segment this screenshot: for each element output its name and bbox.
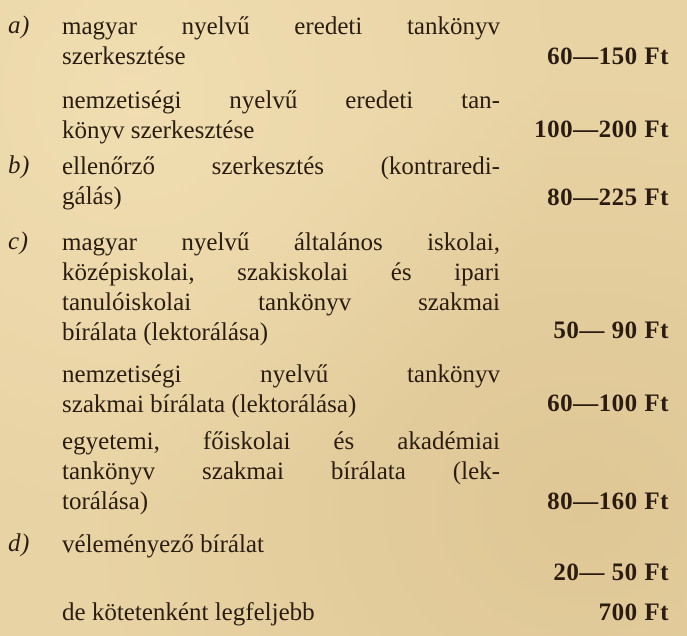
entry-line: nemzetiségi nyelvű tankönyv <box>62 361 500 388</box>
entry-line: magyar nyelvű általános iskolai, <box>62 229 500 256</box>
fee-range: 60—100 Ft <box>547 390 669 417</box>
item-marker-b: b) <box>8 152 30 179</box>
entry-line: tanulóiskolai tankönyv szakmai <box>62 289 500 316</box>
item-marker-d: d) <box>8 530 30 557</box>
entry-line: középiskolai, szakiskolai és ipari <box>62 259 500 286</box>
entry-text <box>62 530 500 560</box>
entry-line: gálás) <box>62 183 122 210</box>
entry-text <box>62 228 500 348</box>
fee-range: 60—150 Ft <box>547 43 669 70</box>
entry-line: bírálata (lektorálása) <box>62 319 269 346</box>
entry-line: de kötetenként legfeljebb <box>62 599 315 626</box>
item-marker-c: c) <box>8 228 29 255</box>
fee-range: 20— 50 Ft <box>553 559 669 586</box>
item-marker-a: a) <box>8 12 30 39</box>
entry-text <box>62 598 500 628</box>
entry-line: szerkesztése <box>62 43 186 70</box>
entry-line: könyv szerkesztése <box>62 117 255 144</box>
fee-range: 50— 90 Ft <box>553 317 669 344</box>
entry-line: nemzetiségi nyelvű eredeti tan- <box>62 87 500 114</box>
fee-range: 80—225 Ft <box>547 184 669 211</box>
entry-line: véleményező bírálat <box>62 531 264 558</box>
entry-text <box>62 427 500 517</box>
fee-range: 80—160 Ft <box>547 488 669 515</box>
entry-line: szakmai bírálata (lektorálása) <box>62 391 357 418</box>
entry-text <box>62 12 500 72</box>
entry-line: torálása) <box>62 488 149 515</box>
entry-line: ellenőrző szerkesztés (kontraredi- <box>62 153 500 180</box>
entry-line: tankönyv szakmai bírálata (lek- <box>62 458 500 485</box>
entry-text <box>62 360 500 420</box>
entry-line: egyetemi, főiskolai és akadémiai <box>62 428 500 455</box>
fee-max: 700 Ft <box>598 599 669 626</box>
entry-text <box>62 152 500 212</box>
entry-line: magyar nyelvű eredeti tankönyv <box>62 13 500 40</box>
entry-text <box>62 86 500 146</box>
fee-range: 100—200 Ft <box>534 116 669 143</box>
